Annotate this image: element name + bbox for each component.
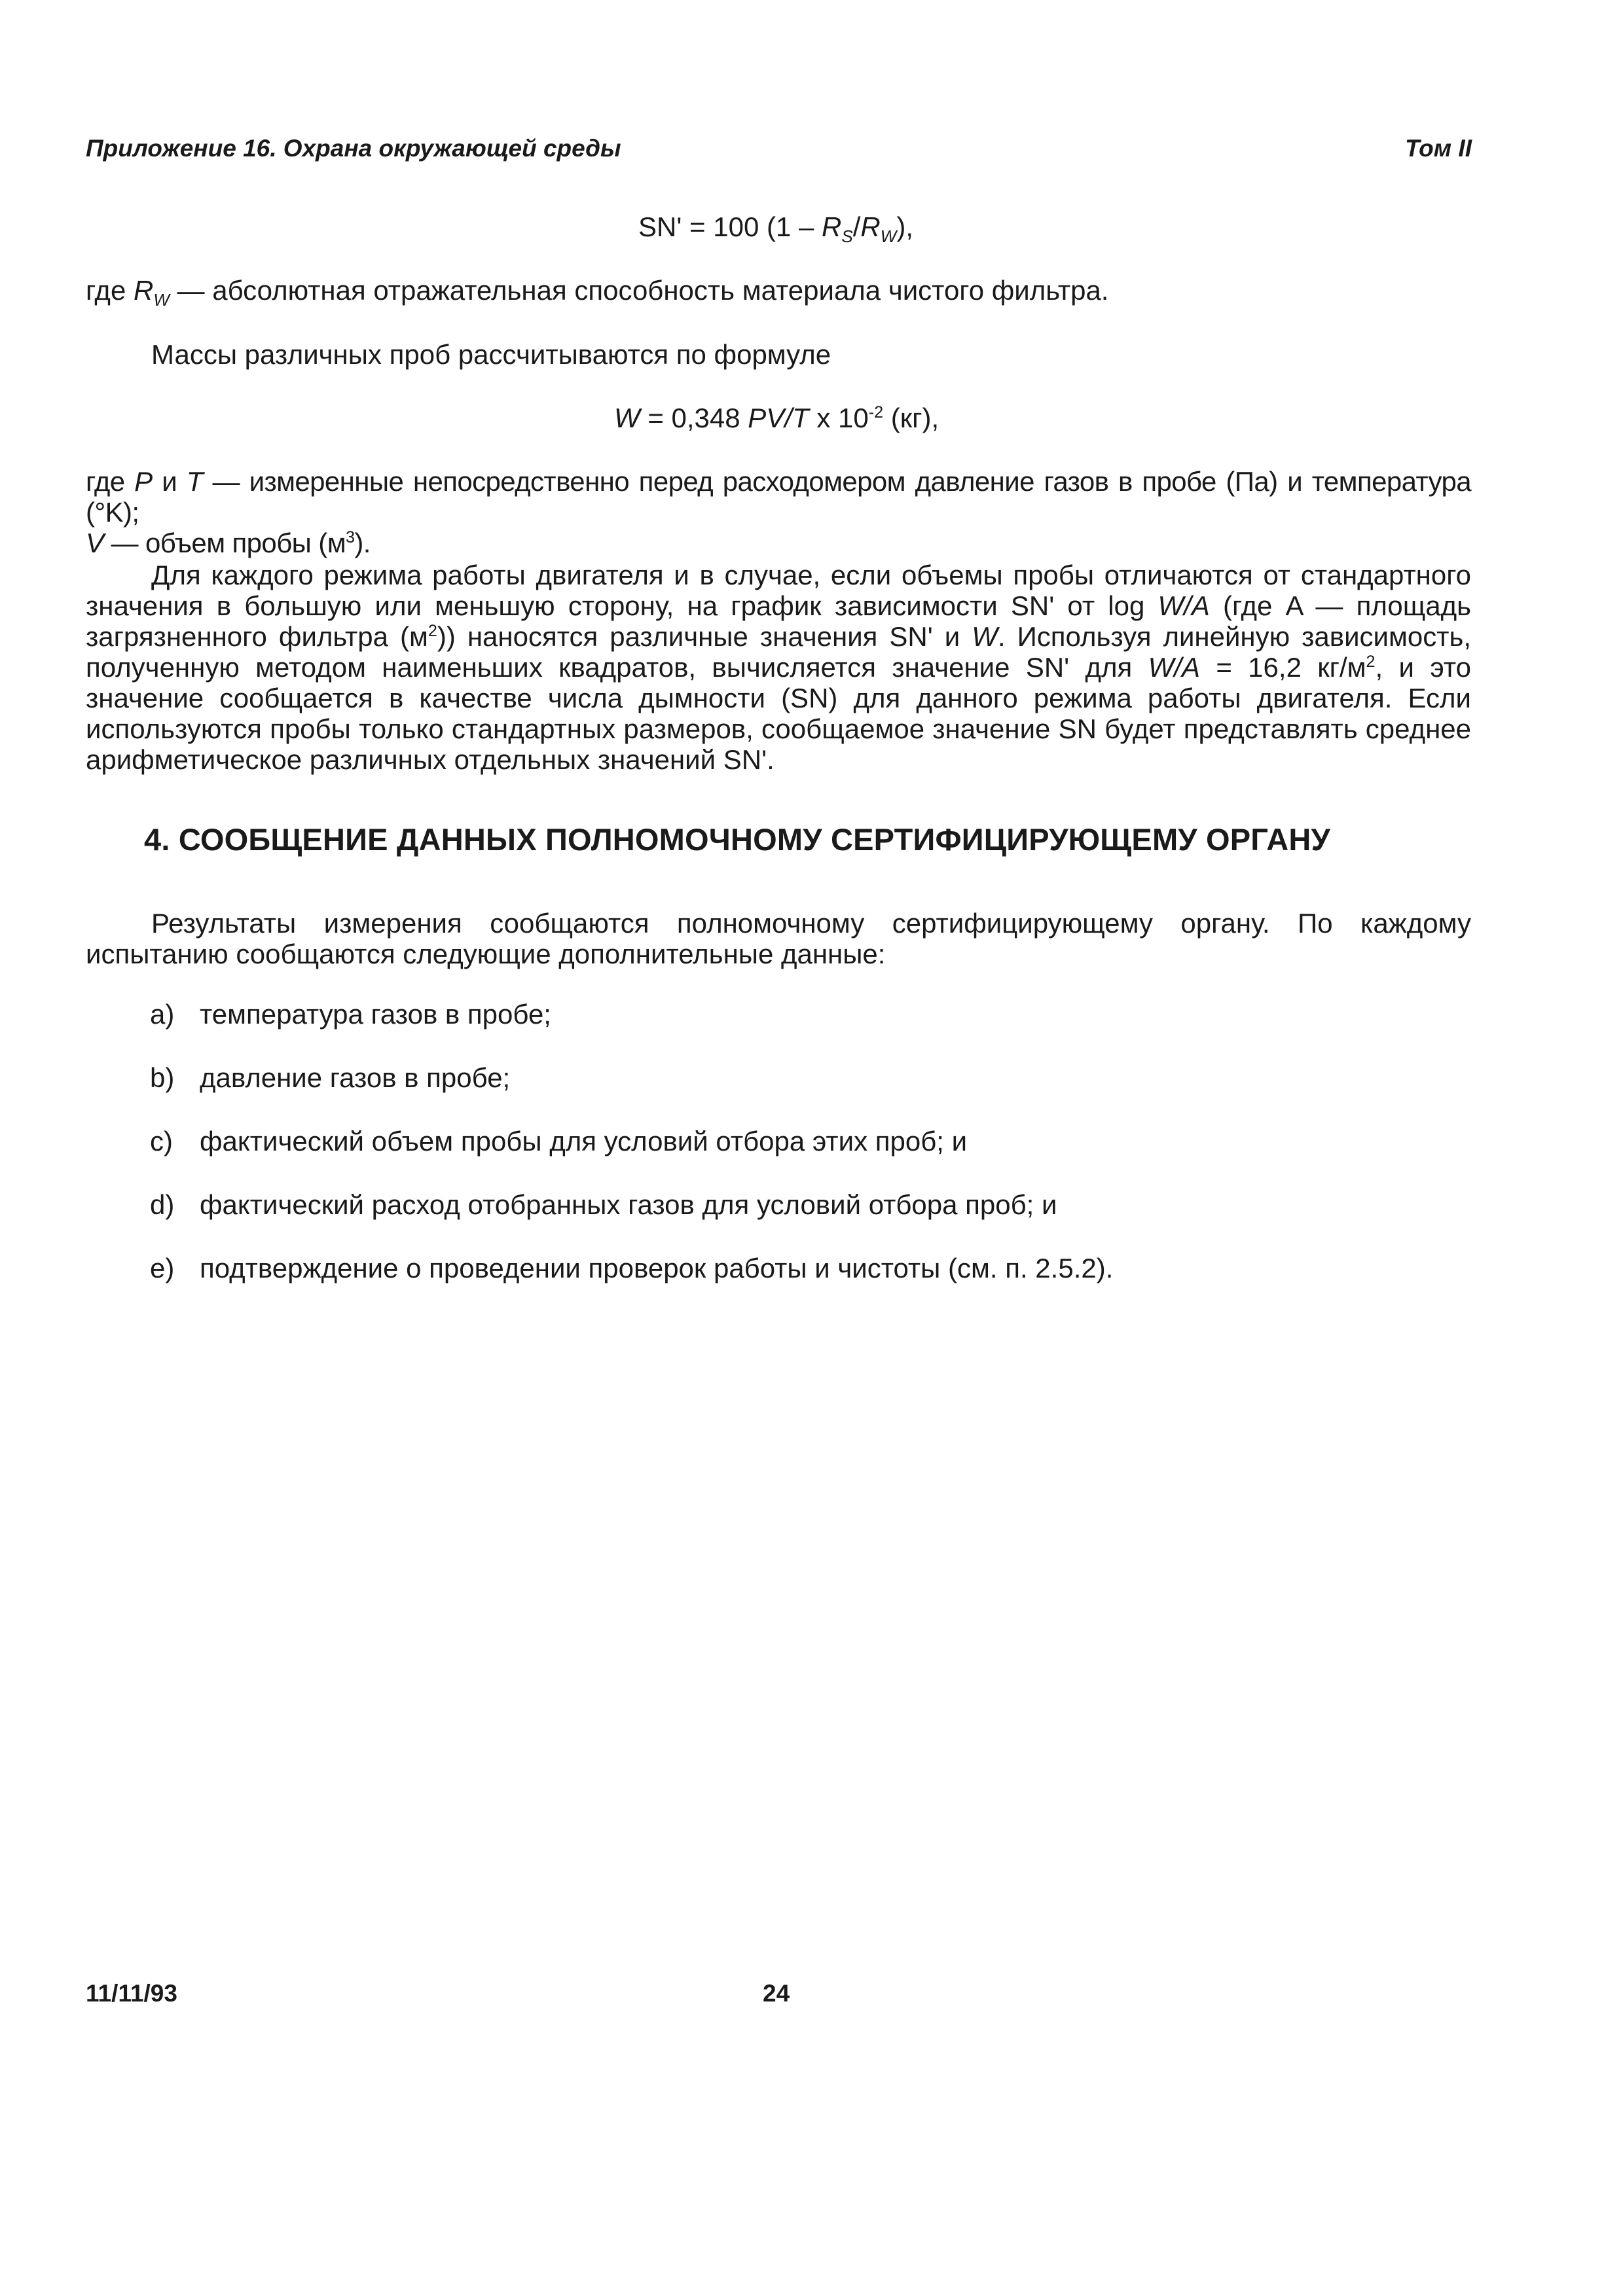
list-marker: e) (150, 1253, 175, 1283)
list-text: температура газов в пробе; (200, 999, 551, 1030)
list-marker: c) (150, 1126, 173, 1157)
masses-intro: Массы различных проб рассчитываются по формуле (151, 339, 831, 370)
list-marker: a) (150, 999, 175, 1030)
list-text: фактический расход отобранных газов для условий отбора проб; и (200, 1189, 1057, 1220)
list-item (150, 1062, 510, 1094)
list-item (150, 1189, 1057, 1221)
running-header-title: Приложение 16. Охрана окружающей среды (86, 135, 621, 162)
section-heading: 4. СООБЩЕНИЕ ДАННЫХ ПОЛНОМОЧНОМУ СЕРТИФИЦИРУЮЩЕМУ ОРГАНУ (144, 822, 1330, 857)
page-number: 24 (763, 1980, 790, 2007)
list-text: подтверждение о проведении проверок работы и чистоты (см. п. 2.5.2). (200, 1253, 1114, 1283)
definition-rw: где $R_W$ — абсолютная отражательная способность материала чистого фильтра. (86, 275, 1109, 310)
list-marker: d) (150, 1189, 175, 1220)
list-item (150, 998, 551, 1031)
list-marker: b) (150, 1062, 175, 1093)
list-item (150, 1252, 1113, 1285)
list-item (150, 1125, 967, 1158)
paragraph-smoke-number: Для каждого режима работы двигателя и в случае, если объемы пробы отличаются от стандартного значения в большую или меньшую сторону, на график зависимости SN' от log W/A (где A — площадь загрязненного фильтра $(м^2)$) наносятся различные значения SN' и W. Используя линейную зависимость, полученную методом наименьших квадратов, вычисляется значение SN' для W/A = 16,2 $кг/м^2$, и это значение сообщается в качестве числа дымности (SN) для данного режима работы двигателя. Если используются пробы только стандартных размеров, сообщаемое значение SN будет представлять среднее арифметическое различных отдельных значений SN'. (86, 560, 1472, 775)
list-text: фактический объем пробы для условий отбора этих проб; и (200, 1126, 968, 1157)
footer-date: 11/11/93 (86, 1980, 177, 2007)
definition-p-t-v: где P и T — измеренные непосредственно перед расходомером давление газов в пробе (Па) и температура (°K); V — объем пробы $(м^3)$. (86, 466, 1471, 558)
results-paragraph: Результаты измерения сообщаются полномочному сертифицирующему органу. По каждому испытанию сообщаются следующие дополнительные данные: (86, 908, 1471, 969)
running-header-volume: Том II (1404, 135, 1472, 162)
formula-sn-prime: SN' = 100 $(1 - R_S/R_W)$, (638, 211, 913, 247)
formula-mass: W = 0,348 PV/T x $10^{-2}$ (кг), (614, 403, 939, 433)
list-text: давление газов в пробе; (200, 1062, 511, 1093)
